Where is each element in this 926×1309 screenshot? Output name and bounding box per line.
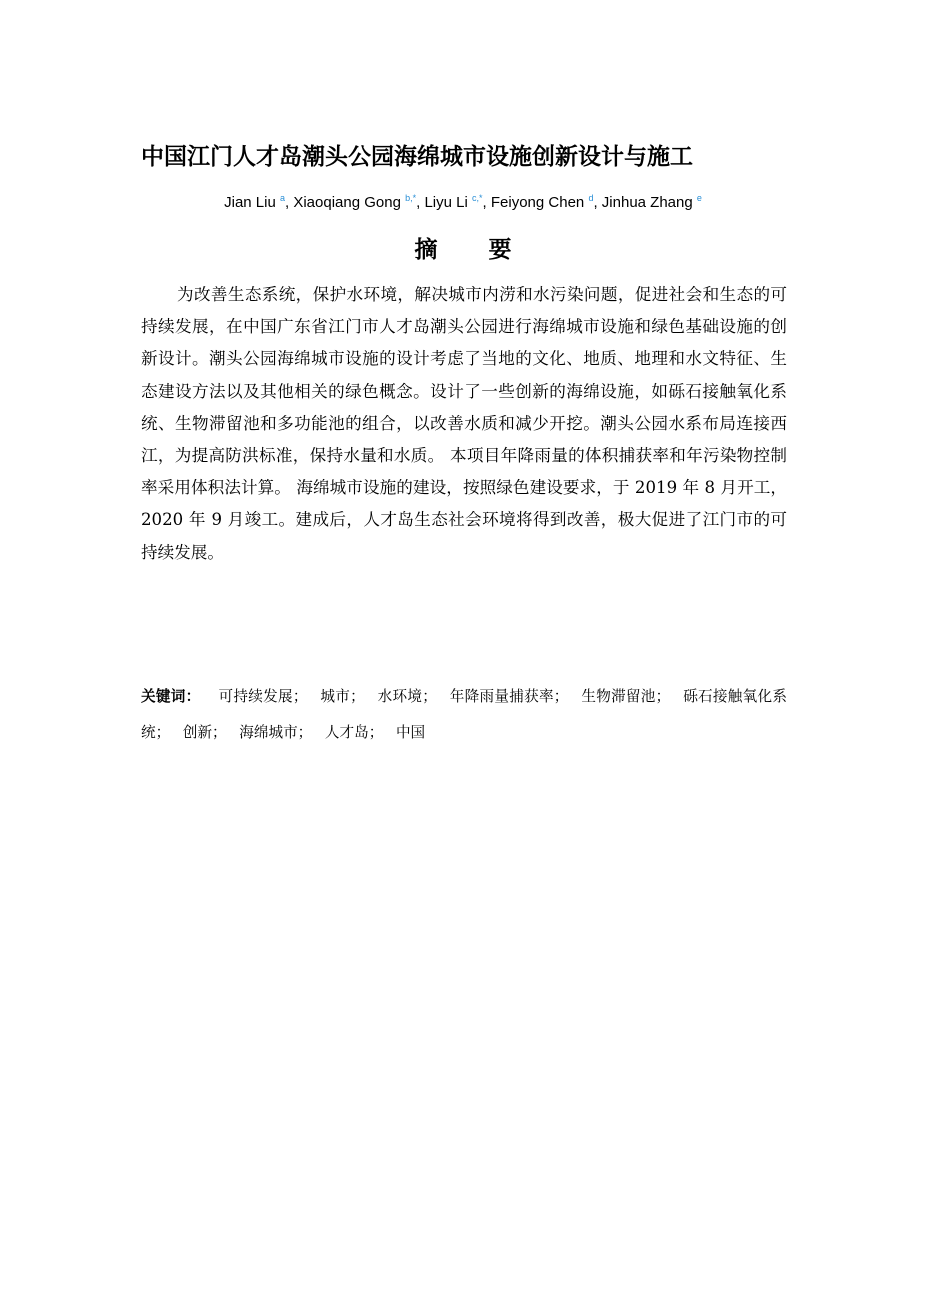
author: Jinhua Zhang $^e$ (601, 193, 702, 211)
keyword: 中国 (395, 724, 426, 741)
author: Feiyong Chen $^d$, (490, 193, 602, 211)
author: Liyu Li $^{c,*}$, (424, 193, 491, 211)
keyword: 海绵城市； (239, 724, 313, 741)
affiliation-mark[interactable]: c,* (472, 193, 483, 203)
affiliation-mark[interactable]: a (279, 193, 285, 203)
keyword: 年降雨量捕获率； (449, 688, 569, 705)
keyword: 创新； (182, 724, 227, 741)
keyword: 生物滞留池； (581, 688, 671, 705)
affiliation-mark[interactable]: b,* (405, 193, 417, 203)
abstract-text: 为改善生态系统，保护水环境，解决城市内涝和水污染问题，促进社会和生态的可持续发展，在中国广东省江门市人才岛潮头公园进行海绵城市设施和绿色基础设施的创新设计。潮头公园海绵城市设施的设计考虑了当地的文化、地质、地理和水文特征、生态建设方法以及其他相关的绿色概念。设计了一些创新的海绵设施，如砾石接触氧化系统、生物滞留池和多功能池的组合，以改善水质和减少开挖。潮头公园水系布局连接西江，为提高防洪标准，保持水量和水质。 本项目年降雨量的体积捕获率和年污染物控制率采用体积法计算。 海绵城市设施的建设，按照绿色建设要求，于 2019 年 8 月开工，2020 年 9 月竣工。建成后，人才岛生态社会环境将得到改善，极大促进了江门市的可持续发展。 (141, 285, 787, 562)
keyword: 砾石接触氧化系统； (141, 688, 787, 741)
author-list (0, 191, 926, 215)
keyword: 可持续发展； (218, 688, 308, 705)
keywords-section (141, 679, 787, 751)
author: Jian Liu $^a$, (224, 193, 294, 211)
affiliation-mark[interactable]: e (696, 193, 702, 203)
author: Xiaoqiang Gong $^{b,*}$, (293, 193, 425, 211)
abstract-heading: 摘 要 (414, 237, 526, 263)
affiliation-mark[interactable]: d (588, 193, 594, 203)
keyword: 城市； (320, 688, 365, 705)
paper-title: 中国江门人才岛潮头公园海绵城市设施创新设计与施工 (141, 144, 693, 170)
keyword: 人才岛； (324, 724, 384, 741)
keywords-label: 关键词： (141, 688, 201, 705)
keyword: 水环境； (377, 688, 437, 705)
